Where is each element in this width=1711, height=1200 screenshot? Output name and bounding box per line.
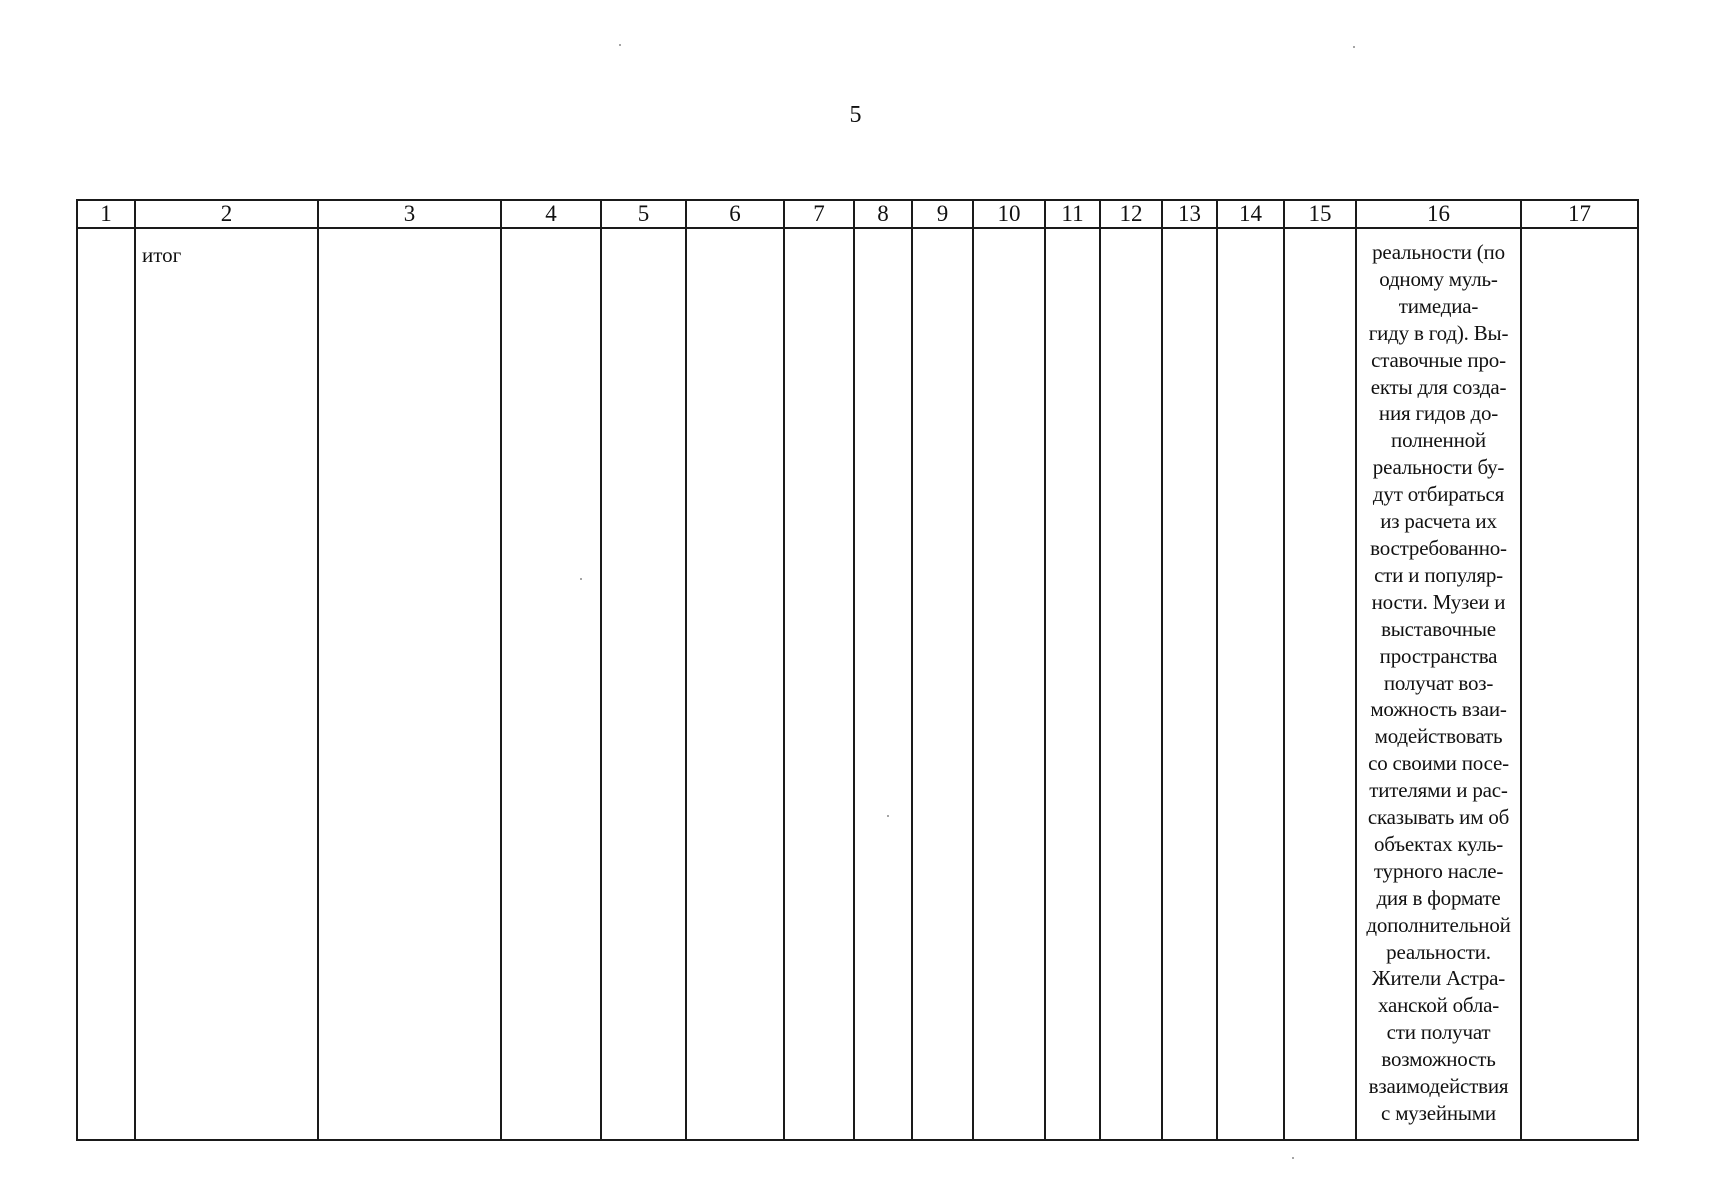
description-line: реальности бу- (1372, 455, 1505, 480)
column-header: 8 (854, 200, 912, 228)
table-cell (1217, 228, 1284, 1140)
table-cell (318, 228, 501, 1140)
table-cell (1284, 228, 1356, 1140)
table-cell (1521, 228, 1638, 1140)
description-line: сказывать им об (1367, 805, 1510, 830)
table-cell (601, 228, 686, 1140)
column-header: 14 (1217, 200, 1284, 228)
description-line: дополнительной (1366, 912, 1511, 937)
table-cell-total-label: итог (135, 228, 318, 1140)
column-header: 7 (784, 200, 854, 228)
header-row (77, 200, 1638, 228)
description-line: с музейными (1381, 1101, 1496, 1125)
description-line: взаимодействия (1368, 1074, 1509, 1099)
table-cell (77, 228, 135, 1140)
description-line: ния гидов до- (1378, 401, 1499, 426)
description-line: екты для созда- (1370, 374, 1507, 399)
description-line: тителями и рас- (1369, 778, 1508, 803)
table-cell (784, 228, 854, 1140)
column-header: 9 (912, 200, 973, 228)
column-header: 6 (686, 200, 784, 228)
column-header: 2 (135, 200, 318, 228)
column-header: 4 (501, 200, 601, 228)
description-line: возможность (1381, 1047, 1496, 1072)
description-line: одному муль- (1379, 266, 1498, 291)
description-line: пространства (1379, 643, 1498, 668)
column-header: 5 (601, 200, 686, 228)
description-line: тимедиа- (1398, 293, 1479, 318)
description-line: реальности (по (1372, 240, 1505, 264)
scan-speck (619, 44, 621, 46)
description-line: модействовать (1374, 724, 1503, 749)
description-line: можность взаи- (1370, 697, 1507, 722)
table-cell (912, 228, 973, 1140)
column-header: 3 (318, 200, 501, 228)
table-cell (686, 228, 784, 1140)
scan-speck (1292, 1157, 1294, 1159)
column-header: 12 (1100, 200, 1162, 228)
description-line: дут отбираться (1372, 482, 1505, 507)
column-header: 16 (1356, 200, 1521, 228)
description-line: получат воз- (1383, 670, 1494, 695)
description-line: со своими посе- (1368, 751, 1509, 776)
scan-speck (580, 578, 582, 580)
scan-speck (1353, 46, 1355, 48)
description-line: Жители Астра- (1371, 966, 1506, 991)
table-cell (1162, 228, 1217, 1140)
description-line: полненной (1391, 428, 1486, 453)
description-line: выставочные (1381, 616, 1496, 641)
scan-speck (887, 815, 889, 817)
table-row (77, 228, 1638, 1140)
description-line: сти получат (1386, 1020, 1491, 1045)
table-cell (501, 228, 601, 1140)
description-line: из расчета их (1380, 509, 1497, 534)
table-cell-description (1356, 228, 1521, 1140)
description-line: сти и популяр- (1374, 562, 1503, 587)
table-cell (854, 228, 912, 1140)
column-header: 13 (1162, 200, 1217, 228)
column-header: 10 (973, 200, 1045, 228)
column-header: 17 (1521, 200, 1638, 228)
description-line: ставочные про- (1371, 347, 1506, 372)
description-line: дия в формате (1376, 885, 1501, 910)
description-line: ности. Музеи и (1371, 589, 1506, 614)
description-line: востребованно- (1370, 535, 1507, 560)
column-header: 11 (1045, 200, 1100, 228)
description-line: турного насле- (1373, 858, 1504, 883)
table-cell (1045, 228, 1100, 1140)
page-number: 5 (849, 102, 862, 128)
column-header: 15 (1284, 200, 1356, 228)
column-header: 1 (77, 200, 135, 228)
table-cell (1100, 228, 1162, 1140)
description-line: объектах куль- (1373, 831, 1503, 856)
description-line: реальности. (1386, 939, 1491, 964)
table-cell (973, 228, 1045, 1140)
data-table (76, 199, 1639, 1141)
description-line: ханской обла- (1377, 993, 1500, 1018)
description-line: гиду в год). Вы- (1368, 320, 1509, 345)
